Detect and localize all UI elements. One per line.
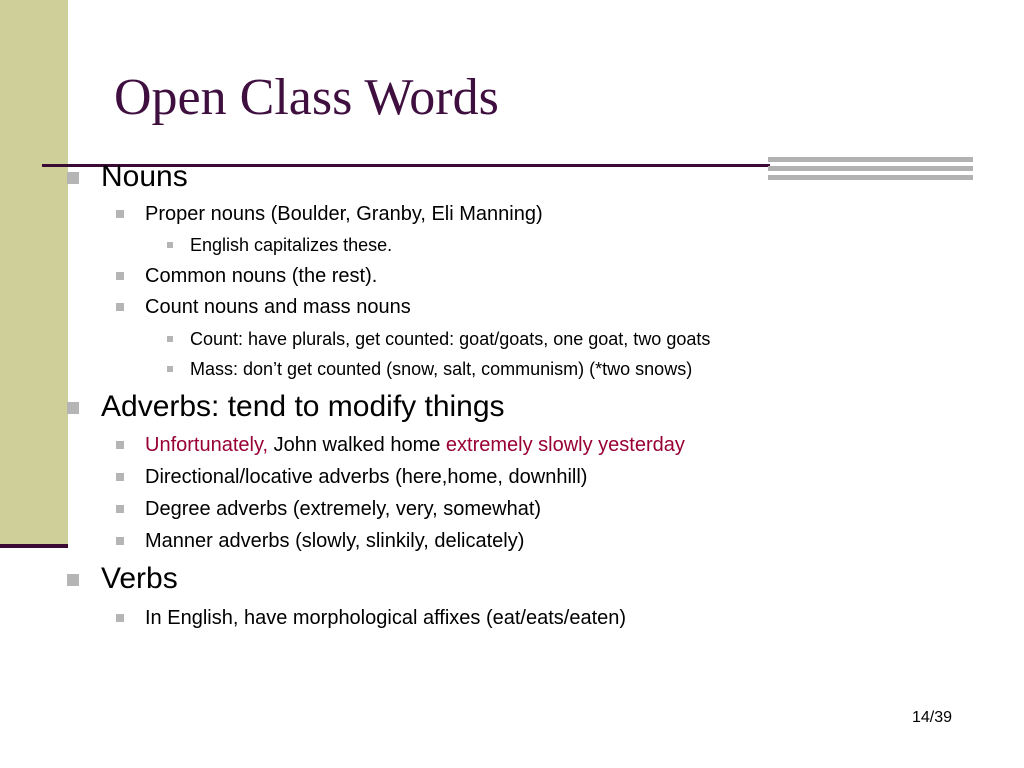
bullet-icon: [116, 505, 124, 513]
verbs-heading: Verbs: [101, 562, 178, 595]
manner-adverbs-item: Manner adverbs (slowly, slinkily, delicately): [145, 530, 525, 552]
bullet-icon: [116, 537, 124, 545]
capitalization-note: English capitalizes these.: [190, 235, 393, 255]
bullet-icon: [116, 614, 124, 622]
bullet-icon: [167, 366, 173, 372]
bullet-icon: [67, 172, 79, 184]
nouns-heading: Nouns: [101, 160, 188, 193]
bullet-icon: [116, 272, 124, 280]
adverbs-heading: Adverbs: tend to modify things: [101, 390, 505, 423]
example-plain-text: John walked home: [268, 434, 446, 456]
bullet-icon: [67, 402, 79, 414]
bullet-icon: [167, 242, 173, 248]
bullet-icon: [116, 441, 124, 449]
bullet-icon: [116, 303, 124, 311]
directional-adverbs-item: Directional/locative adverbs (here,home, downhill): [145, 466, 588, 488]
count-nouns-detail: Count: have plurals, get counted: goat/goats, one goat, two goats: [190, 329, 711, 349]
bullet-icon: [167, 336, 173, 342]
degree-adverbs-item: Degree adverbs (extremely, very, somewhat): [145, 498, 542, 520]
common-nouns-item: Common nouns (the rest).: [145, 265, 378, 287]
bullet-icon: [116, 210, 124, 218]
slide-title: Open Class Words: [114, 69, 499, 126]
proper-nouns-item: Proper nouns (Boulder, Granby, Eli Manning): [145, 203, 543, 225]
example-highlight-extremely: extremely slowly yesterday: [445, 434, 685, 456]
bullet-icon: [67, 574, 79, 586]
example-highlight-unfortunately: Unfortunately,: [145, 434, 269, 456]
bullet-icon: [116, 473, 124, 481]
mass-nouns-detail: Mass: don’t get counted (snow, salt, communism) (*two snows): [190, 359, 693, 379]
english-verbs-item: In English, have morphological affixes (eat/eats/eaten): [145, 607, 627, 629]
page-number: 14/39: [912, 709, 953, 726]
adverb-example-sentence: [145, 433, 685, 457]
count-mass-item: Count nouns and mass nouns: [145, 296, 411, 318]
